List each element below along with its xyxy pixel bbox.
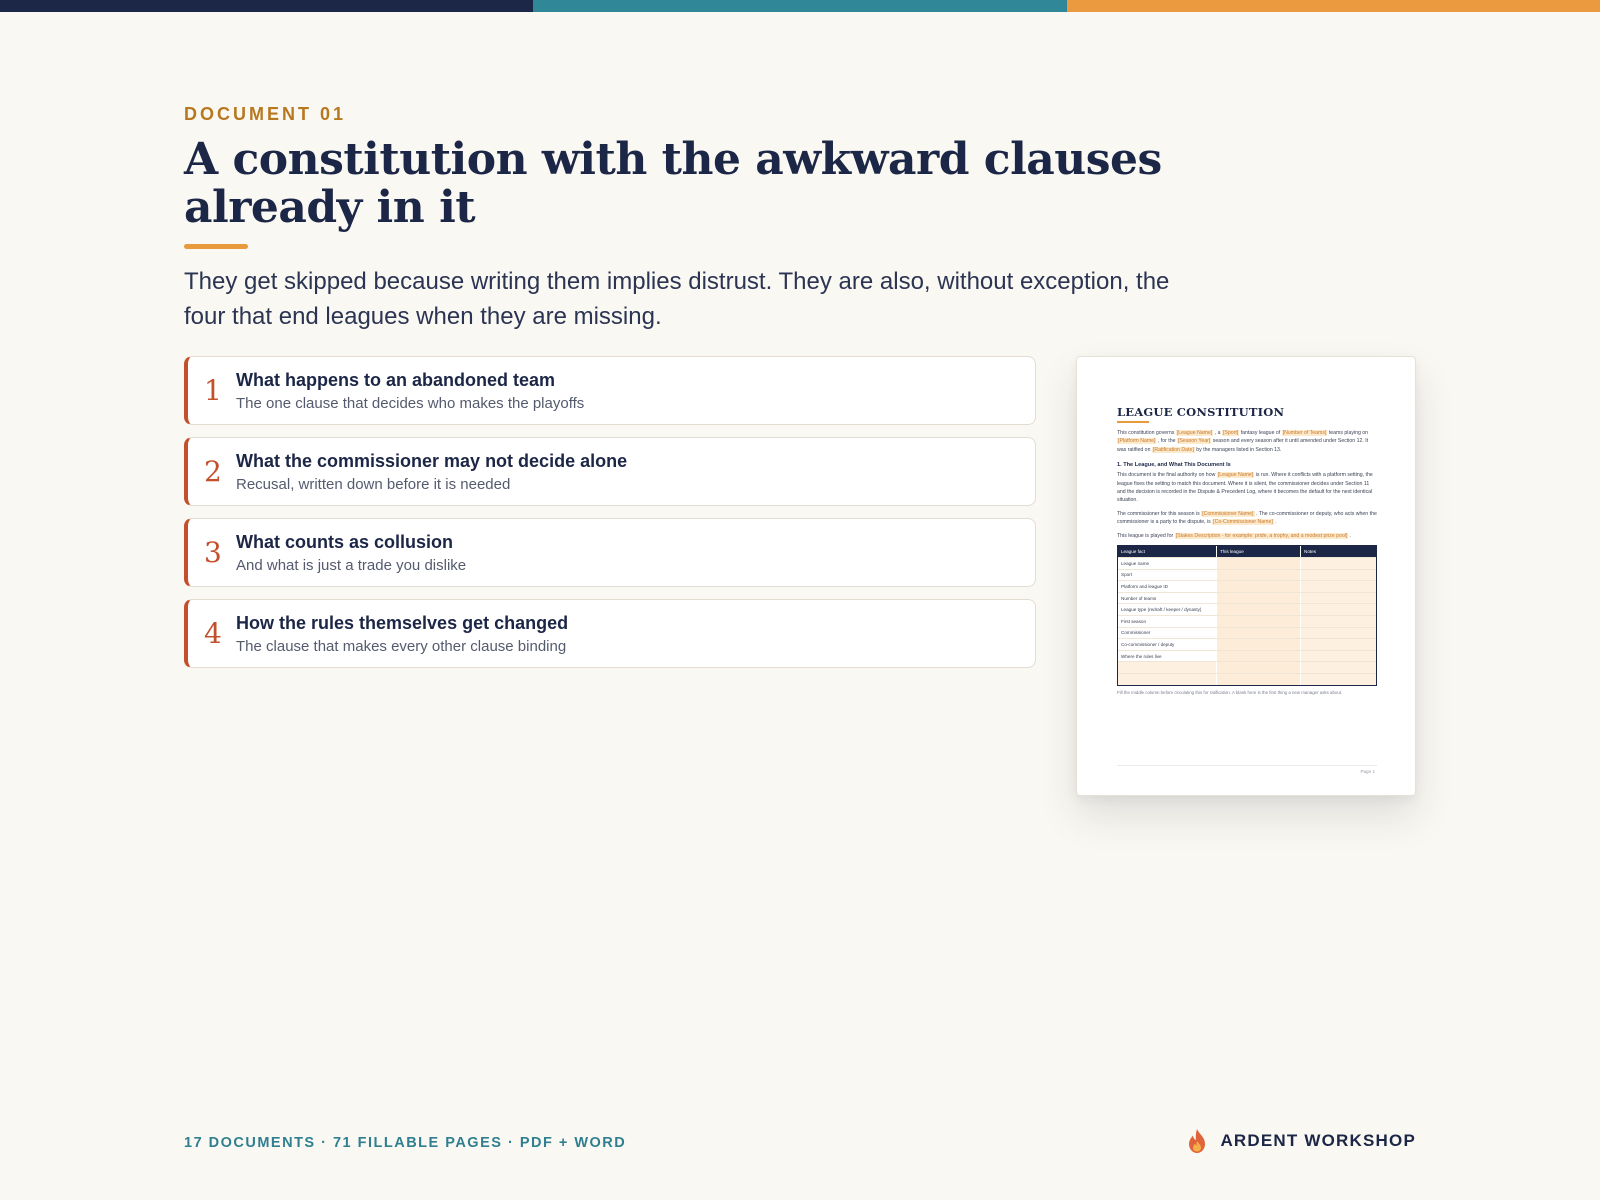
flame-icon (1186, 1128, 1208, 1154)
clause-list (184, 356, 1036, 680)
table-row: Co-commissioner / deputy (1118, 638, 1376, 650)
top-color-stripe (0, 0, 1600, 12)
fill-field[interactable]: [League Name] (1217, 472, 1254, 479)
fill-cell[interactable] (1300, 558, 1376, 569)
doc-paragraph: The commissioner for this season is [Commissioner Name] . The co-commissioner or deputy, who acts when the commissioner is a party to the dispute, is [Co-Commissioner Name] . (1117, 510, 1377, 526)
clause-title: What counts as collusion (236, 531, 454, 552)
doc-page-number: Page 1 (1360, 769, 1375, 774)
document-eyebrow: DOCUMENT 01 (184, 104, 347, 124)
doc-paragraph: This document is the final authority on how [League Name] is run. Where it conflicts with a platform setting, the league fixes the setting to match this document. Where it is silent, the commissioner decides under Section 11 and the decision is recorded in the Dispute & Precedent Log, where it becomes the default for the next identical situation. (1117, 472, 1373, 504)
fill-cell[interactable] (1216, 662, 1300, 673)
stripe-teal (533, 0, 1066, 12)
fill-cell[interactable] (1300, 581, 1376, 592)
stripe-navy (0, 0, 533, 12)
brand-name: ARDENT WORKSHOP (1220, 1131, 1416, 1150)
fill-cell[interactable] (1216, 570, 1300, 581)
clause-title: What happens to an abandoned team (236, 369, 556, 390)
fill-cell[interactable] (1216, 593, 1300, 604)
clause-number: 4 (204, 617, 222, 650)
clause-card (184, 518, 1036, 587)
table-row: First season (1118, 615, 1376, 627)
fill-cell[interactable] (1216, 604, 1300, 615)
fill-cell[interactable] (1300, 639, 1376, 650)
league-facts-table (1117, 545, 1377, 686)
fill-cell[interactable] (1216, 616, 1300, 627)
table-row: League type (redraft / keeper / dynasty) (1118, 603, 1376, 615)
clause-card (184, 356, 1036, 425)
clause-card (184, 437, 1036, 506)
doc-paragraph: This league is played for [Stakes Description - for example: pride, a trophy, and a modest prize pool] . (1117, 532, 1352, 539)
doc-footer-rule (1117, 765, 1377, 766)
clause-number: 3 (204, 536, 222, 569)
clause-card (184, 599, 1036, 668)
document-preview (1076, 356, 1416, 796)
clause-subtitle: The one clause that decides who makes the playoffs (236, 394, 585, 412)
table-row: Platform and league ID (1118, 580, 1376, 592)
doc-intro-paragraph: This constitution governs [League Name] , a [Sport] fantasy league of [Number of Teams] teams playing on [Platform Name] , for the [Season Year] season and every season after it until amended under Section 12. It was ratified on [Ratification Date] by the managers listed in Section 13. (1117, 430, 1369, 453)
fill-cell[interactable] (1216, 674, 1300, 685)
fill-field[interactable]: [Ratification Date] (1152, 446, 1194, 453)
fill-field[interactable]: [Platform Name] (1118, 438, 1156, 445)
fill-cell[interactable] (1216, 558, 1300, 569)
fill-field[interactable]: [Season Year] (1177, 438, 1211, 445)
page-title: A constitution with the awkward clauses already in it (184, 134, 1162, 233)
fill-cell[interactable] (1216, 581, 1300, 592)
fill-cell[interactable] (1300, 616, 1376, 627)
table-row: Number of teams (1118, 592, 1376, 604)
stripe-orange (1067, 0, 1600, 12)
fill-cell[interactable] (1300, 570, 1376, 581)
fill-field[interactable]: [Number of Teams] (1282, 430, 1327, 436)
fill-field[interactable]: [Co-Commissioner Name] (1213, 519, 1273, 526)
table-note: Fill the middle column before circulating this for ratification. A blank here is the first thing a new manager asks about. (1117, 689, 1343, 695)
footer-stats: 17 DOCUMENTS · 71 FILLABLE PAGES · PDF + WORD (184, 1135, 627, 1151)
doc-heading-rule (1117, 421, 1149, 423)
clause-title: How the rules themselves get changed (236, 612, 569, 633)
fill-field[interactable]: [Stakes Description - for example: pride, a trophy, and a modest prize pool] (1175, 532, 1348, 539)
table-row: Commissioner (1118, 627, 1376, 639)
fill-field[interactable]: [Commissioner Name] (1202, 510, 1254, 517)
clause-number: 1 (204, 374, 222, 407)
fill-cell[interactable] (1216, 639, 1300, 650)
lede-paragraph: They get skipped because writing them implies distrust. They are also, without exception, the four that end leagues when they are missing. (184, 268, 1170, 330)
clause-number: 2 (204, 455, 222, 488)
fill-cell[interactable] (1216, 628, 1300, 639)
clause-subtitle: Recusal, written down before it is needed (236, 475, 511, 493)
fill-field[interactable]: [Sport] (1222, 430, 1239, 436)
doc-section-heading: 1. The League, and What This Document Is (1117, 462, 1231, 469)
table-row (1118, 661, 1376, 673)
table-row (1118, 673, 1376, 685)
clause-subtitle: And what is just a trade you dislike (236, 556, 467, 574)
title-underline (184, 244, 248, 249)
table-row: Sport (1118, 569, 1376, 581)
fill-field[interactable]: [League Name] (1176, 430, 1213, 436)
brand-lockup (1186, 1128, 1416, 1154)
doc-heading: LEAGUE CONSTITUTION (1117, 405, 1285, 419)
fill-cell[interactable] (1300, 674, 1376, 685)
fill-cell[interactable] (1300, 593, 1376, 604)
fill-cell[interactable] (1300, 662, 1376, 673)
fill-cell[interactable] (1216, 651, 1300, 662)
fill-cell[interactable] (1300, 604, 1376, 615)
fill-cell[interactable] (1300, 651, 1376, 662)
table-row: League name (1118, 557, 1376, 569)
table-row: Where the rules live (1118, 650, 1376, 662)
clause-title: What the commissioner may not decide alone (236, 450, 628, 471)
clause-subtitle: The clause that makes every other clause binding (236, 637, 567, 655)
fill-cell[interactable] (1300, 628, 1376, 639)
table-header: League fact This league Notes (1118, 546, 1376, 557)
